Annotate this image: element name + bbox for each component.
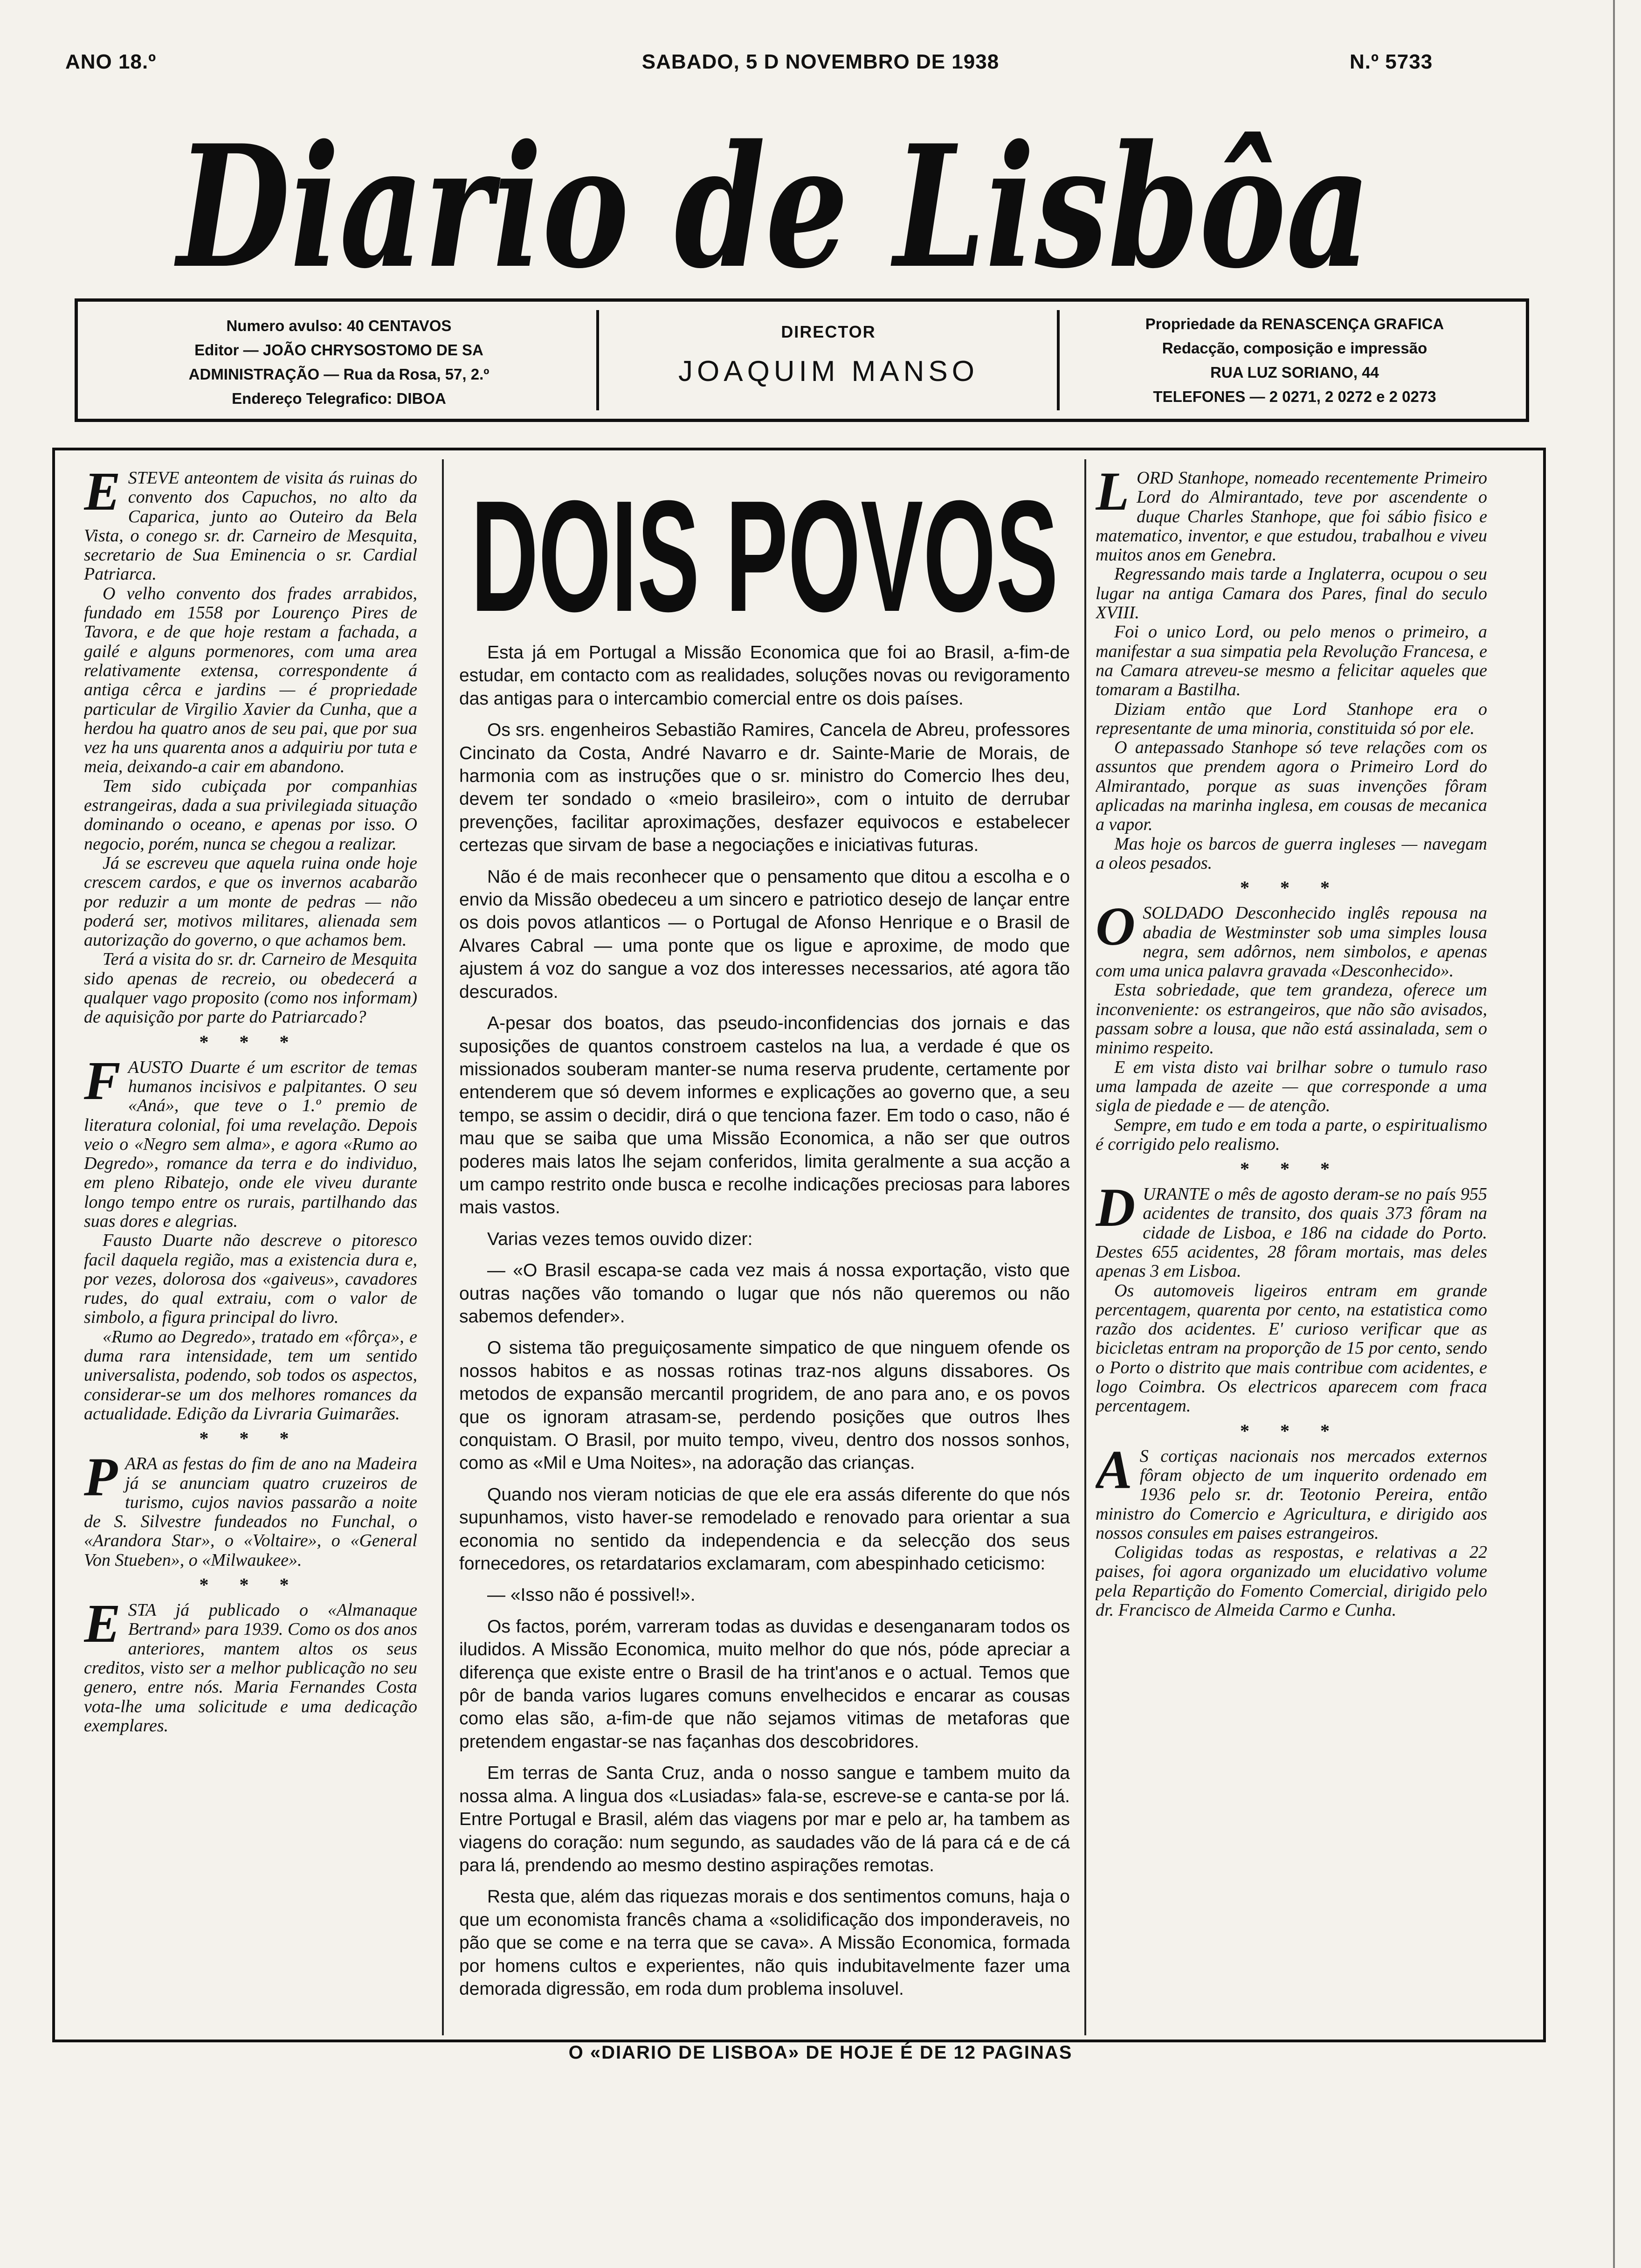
paragraph-text: Terá a visita do sr. dr. Carneiro de Mesquita sido apenas de recreio, ou obedecerá a qualquer vago proposito (como nos informam) de aquisição por parte do Patriarcado?	[84, 949, 417, 1027]
article-paragraph: Os factos, porém, varreram todas as duvidas e desenganaram todos os iludidos. A Missão Economica, muito melhor do que nós, póde apreciar a diferença que existe entre o Brasil de ha trint'anos e o actual. Temos que pôr de banda varios lugares comuns envelhecidos e encarar as cousas como elas são, a-fim-de que não sejamos vitimas de metaforas que pretendem engastar-se nas façanhas dos descobridores.	[459, 1616, 1070, 1752]
headline	[459, 469, 1070, 622]
paragraph-text: ORD Stanhope, nomeado recentemente Primeiro Lord do Almirantado, teve por ascendente o duque Charles Stanhope, que foi sábio fisico e matematico, inventor, e que estudou, trabalhou e viveu muitos anos em Genebra.	[1096, 469, 1487, 565]
article-paragraph: Varias vezes temos ouvido dizer:	[487, 1229, 753, 1249]
issue-year: ANO 18.º	[65, 50, 157, 73]
section-separator: * * *	[1240, 1420, 1343, 1441]
column-rule	[442, 459, 444, 2035]
paragraph-text: Regressando mais tarde a Inglaterra, ocupou o seu lugar na antiga Camara dos Pares, final do seculo XVIII.	[1096, 564, 1487, 623]
column-paragraph	[84, 777, 417, 854]
column-paragraph	[1096, 1058, 1487, 1116]
info-press: Redacção, composição e impressão	[1162, 339, 1427, 357]
paragraph-text: Os automoveis ligeiros entram em grande percentagem, quarenta por cento, na estatistica como razão dos acidentes. E' curioso verificar que as bicicletas entram na proporção de 15 por cento, sendo o Porto o distrito que mais contribue com acidentes, e logo Coimbra. Os electricos aparecem com fraca percentagem.	[1096, 1280, 1487, 1416]
column-paragraph	[1096, 835, 1487, 873]
paragraph-text: Fausto Duarte não descreve o pitoresco facil daquela região, mas a existencia dura e, por vezes, dolorosa dos «gaiveus», cavadores rudes, do qual extraiu, com o valor de simbolo, a figura principal do livro.	[84, 1231, 417, 1328]
article-paragraph: Os srs. engenheiros Sebastião Ramires, Cancela de Abreu, professores Cincinato da Costa, André Navarro e dr. Sainte-Marie de Morais, de harmonia com as instruções que o sr. ministro do Comercio lhes deu, devem ter sondado o «meio brasileiro», com o intuito de derrubar prevenções, facilitar aproximações, desfazer equivocos e estabelecer certezas que sirvam de base a negociações e iniciativas futuras.	[459, 720, 1070, 856]
drop-cap: O	[1096, 896, 1136, 957]
article-paragraph: O sistema tão preguiçosamente simpatico de que ninguem ofende os nossos habitos e as nossas rotinas traz-nos alguns dissabores. Os metodos de expansão mercantil progridem, de ano para ano, e os povos que os ignoram atrasam-se, perdendo posições que outros lhes conquistam. O Brasil, por muito tempo, viveu, dentro dos nossos sonhos, como as «Mil e Uma Noites», na adoração das crianças.	[459, 1338, 1070, 1473]
paragraph-text: STEVE anteontem de visita ás ruinas do convento dos Capuchos, no alto da Caparica, junto ao Outeiro da Bela Vista, o conego sr. dr. Carneiro de Mesquita, secretario de Sua Eminencia o sr. Cardial Patriarca.	[84, 469, 417, 584]
column-paragraph	[84, 1446, 417, 1570]
paragraph-text: SOLDADO Desconhecido inglês repousa na abadia de Westminster sob uma simples lousa negra, sem adôrnos, nem simbolos, e apenas com uma unica palavra gravada «Desconhecido».	[1096, 903, 1487, 981]
drop-cap: P	[84, 1446, 118, 1508]
column-paragraph	[84, 1328, 417, 1424]
info-price: Numero avulso: 40 CENTAVOS	[226, 317, 452, 334]
director-name: JOAQUIM MANSO	[678, 355, 979, 387]
section-separator: * * *	[199, 1031, 302, 1052]
info-divider	[596, 310, 599, 410]
column-paragraph	[1096, 1281, 1487, 1416]
issue-date: SABADO, 5 D NOVEMBRO DE 1938	[641, 50, 1000, 73]
paragraph-text: Sempre, em tudo e em toda a parte, o espiritualismo é corrigido pelo realismo.	[1096, 1115, 1487, 1154]
info-left	[92, 302, 586, 419]
column-paragraph	[1096, 469, 1487, 565]
edge-line	[1613, 0, 1615, 2268]
paragraph-text: AUSTO Duarte é um escritor de temas humanos incisivos e palpitantes. O seu «Aná», que teve o 1.º premio de literatura colonial, foi uma revelação. Depois veio o «Negro sem alma», e agora «Rumo ao Degredo», romance da terra e do individuo, em pleno Ribatejo, onde ele viveu durante longo tempo entre os rurais, partilhando das suas dores e alegrias.	[84, 1057, 417, 1231]
paragraph-text: «Rumo ao Degredo», tratado em «fôrça», e duma rara intensidade, tem um sentido universalista, podendo, sob todos os aspectos, considerar-se um dos melhores romances da actualidade. Edição da Livraria Guimarães.	[84, 1327, 417, 1424]
article-paragraph: Não é de mais reconhecer que o pensamento que ditou a escolha e o envio da Missão obedeceu a um sincero e patriotico desejo de lançar entre os dois povos atlanticos — o Portugal de Afonso Henrique e o Brasil de Alvares Cabral — uma ponte que os ligue e aproxime, de modo que ajustem á voz do sangue a voz dos interesses necessarios, até agora tão descurados.	[459, 866, 1070, 1002]
paragraph-text: Tem sido cubiçada por companhias estrangeiras, dada a sua privilegiada situação dominando o oceano, e apenas por isso. O negocio, porém, nunca se chegou a realizar.	[84, 776, 417, 854]
section-separator: * * *	[199, 1428, 302, 1449]
info-editor: Editor — JOÃO CHRYSOSTOMO DE SA	[194, 341, 483, 359]
column-paragraph	[84, 1050, 417, 1231]
info-center	[609, 302, 1048, 419]
column-paragraph	[1096, 1177, 1487, 1281]
column-paragraph	[1096, 565, 1487, 622]
article-paragraph: A-pesar dos boatos, das pseudo-inconfidencias dos jornais e das suposições de quantos constroem castelos na lua, a verdade é que os missionados souberam manter-se numa reserva prudente, certamente por entenderem que só devem informes e explicações ao governo que, a seu tempo, se assim o decidir, dirá o que tenciona fazer. Em todo o caso, não é mau que se saiba que uma Missão Economica, a não ser que outros poderes mais latos lhe sejam conferidos, limita geralmente a sua acção a um campo restrito onde busca e recolhe indicações preciosas para labores mais vastos.	[459, 1013, 1070, 1218]
right-column	[1096, 469, 1487, 2035]
info-telegraph: Endereço Telegrafico: DIBOA	[232, 390, 446, 407]
headline-text: DOIS POVOS	[471, 469, 1058, 622]
drop-cap: D	[1096, 1177, 1136, 1238]
article-paragraph: — «O Brasil escapa-se cada vez mais á nossa exportação, visto que outras nações vão tomando o lugar que nós não queremos ou não sabemos defender».	[459, 1260, 1070, 1327]
paragraph-text: ARA as festas do fim de ano na Madeira já se anunciam quatro cruzeiros de turismo, cujos navios passarão a noite de S. Silvestre fundeados no Funchal, o «Arandora Star», o «Voltaire», o «General Von Stueben», o «Milwaukee».	[84, 1454, 417, 1570]
masthead-text: Diario de Lisbôa	[173, 108, 1371, 303]
column-rule	[1084, 459, 1086, 2035]
center-column	[459, 469, 1070, 2040]
paragraph-text: O velho convento dos frades arrabidos, fundado em 1558 por Lourenço Pires de Tavora, e de que hoje restam a fachada, a gailé e alguns pormenores, com uma area relativamente extensa, correspondente á antiga cêrca e jardins — é propriedade particular de Virgilio Xavier da Cunha, que a herdou ha quatro anos de seu pai, que por sua vez ha uns quarenta anos a adquiriu por tuta e meia, deixando-a cair em abandono.	[84, 583, 417, 777]
info-address: RUA LUZ SORIANO, 44	[1210, 364, 1379, 381]
article-paragraph: Esta já em Portugal a Missão Economica que foi ao Brasil, a-fim-de estudar, em contacto com as realidades, soluções novas ou revigoramento das antigas para o intercambio comercial entre os dois países.	[459, 643, 1070, 709]
section-separator: * * *	[1240, 1158, 1343, 1180]
drop-cap: E	[84, 1593, 121, 1654]
paragraph-text: Esta sobriedade, que tem grandeza, oferece um inconveniente: os estrangeiros, que não são avisados, passam sobre a lousa, que não está assinalada, sem o minimo respeito.	[1096, 980, 1487, 1058]
paragraph-text: URANTE o mês de agosto deram-se no país 955 acidentes de transito, dos quais 373 fôram na cidade de Lisboa, e 186 na cidade do Porto. Destes 655 acidentes, 28 fôram mortais, mas deles apenas 3 em Lisboa.	[1096, 1184, 1487, 1281]
article-paragraph: Resta que, além das riquezas morais e dos sentimentos comuns, haja o que um economista francês chama a «solidificação dos imponderaveis, no pão que se come e na terra que se cava». A Missão Economica, formada por homens cultos e experientes, não quis indubitavelmente fazer uma demorada digressão, em roda dum problema insoluvel.	[459, 1887, 1070, 1999]
paragraph-text: Coligidas todas as respostas, e relativas a 22 paises, foi agora organizado um elucidativo volume pela Repartição do Fomento Comercial, dirigido pelo dr. Francisco de Almeida Carmo e Cunha.	[1096, 1542, 1487, 1620]
column-paragraph	[1096, 896, 1487, 981]
main-article	[459, 641, 1070, 2000]
info-administration: ADMINISTRAÇÃO — Rua da Rosa, 57, 2.º	[188, 366, 490, 383]
article-paragraph: Em terras de Santa Cruz, anda o nosso sangue e tambem muito da nossa alma. A lingua dos «Lusiadas» fala-se, escreve-se e canta-se por lá. Entre Portugal e Brasil, além das viagens por mar e pelo ar, ha tambem as viagens do coração: num segundo, as saudades vão de lá para cá e de cá para lá, prendendo ao mesmo destino aspirações remotas.	[459, 1763, 1070, 1875]
footer-note: O «DIARIO DE LISBOA» DE HOJE É DE 12 PAGINAS	[568, 2042, 1073, 2063]
paragraph-text: E em vista disto vai brilhar sobre o tumulo raso uma lampada de azeite — que corresponde a uma sigla de piedade e — de atenção.	[1096, 1057, 1487, 1116]
article-paragraph: Quando nos vieram noticias de que ele era assás diferente do que nós supunhamos, visto haver-se remodelado e renovado para orientar a sua economia no sentido da independencia e da selecção dos seus fornecedores, os retardatarios exclamaram, com abespinhado ceticismo:	[459, 1484, 1070, 1574]
paragraph-text: Já se escreveu que aquela ruina onde hoje crescem cardos, e que os invernos acabarão por reduzir a um monte de pedras — não poderá ser, motivos militares, alienada sem autorização do governo, o que achamos bem.	[84, 853, 417, 950]
issue-number: N.º 5733	[1350, 50, 1433, 73]
section-separator: * * *	[199, 1574, 302, 1596]
masthead-title	[168, 107, 1380, 303]
column-paragraph	[1096, 1116, 1487, 1155]
column-paragraph	[1096, 981, 1487, 1058]
paragraph-text: Foi o unico Lord, ou pelo menos o primeiro, a manifestar a sua simpatia pela Revolução Francesa, e na Camara atreveu-se mesmo a felicitar aqueles que tomaram a Bastilha.	[1096, 622, 1487, 700]
column-paragraph	[84, 950, 417, 1027]
info-right	[1066, 302, 1523, 419]
column-paragraph	[1096, 622, 1487, 699]
info-divider	[1057, 310, 1060, 410]
drop-cap: A	[1096, 1438, 1132, 1500]
column-paragraph	[1096, 1438, 1487, 1543]
info-phones: TELEFONES — 2 0271, 2 0272 e 2 0273	[1153, 388, 1436, 405]
column-paragraph	[1096, 1543, 1487, 1620]
paragraph-text: S cortiças nacionais nos mercados externos fôram objecto de um inquerito ordenado em 1936 pelo sr. dr. Teotonio Pereira, então ministro do Comercio e Agricultura, e dirigido aos nossos consules em paises estrangeiros.	[1096, 1446, 1487, 1543]
info-owner: Propriedade da RENASCENÇA GRAFICA	[1145, 315, 1444, 332]
drop-cap: E	[84, 469, 121, 522]
paragraph-text: Mas hoje os barcos de guerra ingleses — navegam a oleos pesados.	[1096, 834, 1487, 873]
paragraph-text: O antepassado Stanhope só teve relações com os assuntos que prendem agora o Primeiro Lord do Almirantado, porque as suas invenções fôram aplicadas na marinha inglesa, em cousas de mecanica a vapor.	[1096, 738, 1487, 835]
director-label: DIRECTOR	[781, 322, 876, 341]
section-separator: * * *	[1240, 877, 1343, 899]
column-paragraph	[84, 469, 417, 584]
article-paragraph: — «Isso não é possivel!».	[487, 1585, 696, 1605]
drop-cap: F	[84, 1050, 121, 1111]
column-paragraph	[84, 1231, 417, 1327]
column-paragraph	[84, 854, 417, 950]
left-column	[84, 469, 417, 2035]
column-paragraph	[1096, 738, 1487, 834]
column-paragraph	[84, 584, 417, 777]
column-paragraph	[1096, 700, 1487, 739]
info-box	[75, 298, 1529, 422]
paragraph-text: Diziam então que Lord Stanhope era o representante de uma minoria, constituida só por ele.	[1096, 699, 1487, 738]
drop-cap: L	[1096, 469, 1130, 522]
paragraph-text: STA já publicado o «Almanaque Bertrand» para 1939. Como os dos anos anteriores, mantem altos os seus creditos, visto ser a melhor publicação no seu genero, entre nós. Maria Fernandes Costa vota-lhe uma solicitude e uma dedicação exemplares.	[84, 1600, 417, 1736]
column-paragraph	[84, 1593, 417, 1736]
